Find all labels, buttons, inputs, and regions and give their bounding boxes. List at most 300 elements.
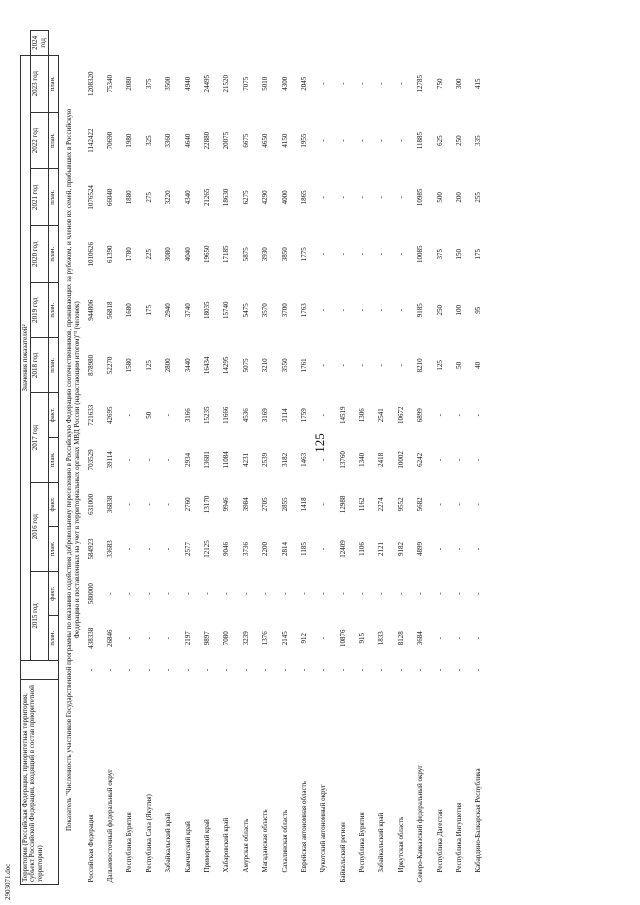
value-cell: 19650 bbox=[202, 245, 211, 263]
value-cell: - bbox=[261, 592, 270, 595]
value-cell: 4650 bbox=[261, 133, 270, 148]
value-cell: 2197 bbox=[183, 631, 192, 646]
table-row bbox=[146, 31, 165, 885]
value-cell: 3984 bbox=[241, 497, 250, 512]
value-cell: - bbox=[319, 592, 328, 595]
table-row bbox=[417, 31, 436, 885]
territory-name: Республика Бурятия bbox=[125, 812, 134, 873]
value-cell: - bbox=[106, 668, 115, 672]
value-cell: - bbox=[396, 309, 405, 312]
value-cell: - bbox=[261, 668, 270, 672]
value-cell: 631000 bbox=[86, 493, 95, 515]
value-cell: 580000 bbox=[86, 583, 95, 605]
value-cell: - bbox=[144, 547, 153, 551]
value-cell: - bbox=[338, 253, 347, 256]
year-header: 2021 год bbox=[31, 169, 49, 226]
value-cell: 4040 bbox=[183, 247, 192, 262]
value-cell: 3114 bbox=[280, 408, 289, 423]
value-cell: 2705 bbox=[261, 497, 270, 512]
value-cell: 9046 bbox=[222, 542, 231, 557]
subcolumn-header: факт. bbox=[49, 482, 59, 527]
value-cell: 6899 bbox=[416, 408, 425, 423]
value-cell: - bbox=[164, 503, 173, 506]
value-cell: - bbox=[416, 668, 425, 672]
territory-name: Дальневосточный федеральный округ bbox=[106, 769, 115, 883]
value-cell: - bbox=[396, 196, 405, 199]
value-cell: 12785 bbox=[416, 74, 425, 93]
value-cell: - bbox=[319, 364, 328, 367]
value-cell: - bbox=[319, 309, 328, 312]
territory-name: Хабаровский край bbox=[222, 817, 231, 873]
value-cell: - bbox=[338, 592, 347, 595]
value-cell: 11666 bbox=[222, 406, 231, 424]
value-cell: - bbox=[125, 592, 134, 595]
value-cell: - bbox=[416, 592, 425, 595]
territory-name: Республика Дагестан bbox=[435, 809, 444, 873]
value-cell: 250 bbox=[455, 135, 464, 146]
table-row bbox=[262, 31, 281, 885]
value-cell: - bbox=[125, 414, 134, 417]
value-cell: 56818 bbox=[106, 301, 115, 319]
value-cell: 12988 bbox=[338, 495, 347, 514]
value-cell: 2045 bbox=[299, 76, 308, 91]
value-cell: 225 bbox=[144, 249, 153, 260]
value-cell: - bbox=[396, 253, 405, 256]
value-cell: 13760 bbox=[338, 451, 347, 469]
value-cell: 3169 bbox=[261, 408, 270, 423]
territory-name: Приморский край bbox=[202, 819, 211, 873]
value-cell: 2539 bbox=[261, 452, 270, 467]
value-cell: 1463 bbox=[299, 452, 308, 467]
table-row bbox=[204, 31, 223, 885]
value-cell: - bbox=[435, 458, 444, 461]
table-row bbox=[378, 31, 397, 885]
value-cell: 9552 bbox=[396, 497, 405, 512]
table-row bbox=[359, 31, 378, 885]
value-cell: 1759 bbox=[299, 408, 308, 423]
subcolumn-header: план. bbox=[49, 112, 59, 169]
value-cell: - bbox=[144, 668, 153, 672]
value-cell: 1880 bbox=[125, 190, 134, 205]
subcolumn-header: план. bbox=[49, 283, 59, 338]
value-cell: 4150 bbox=[280, 133, 289, 148]
value-cell: 2760 bbox=[183, 497, 192, 512]
value-cell: - bbox=[319, 547, 328, 551]
year-header: 2016 год bbox=[31, 482, 49, 571]
value-cell: 33683 bbox=[106, 540, 115, 558]
value-cell: 50 bbox=[144, 411, 153, 419]
table-row bbox=[475, 31, 494, 885]
value-cell: 13681 bbox=[202, 451, 211, 469]
value-cell: - bbox=[319, 503, 328, 506]
value-cell: 3684 bbox=[416, 631, 425, 646]
value-cell: - bbox=[319, 196, 328, 199]
value-cell: 1955 bbox=[299, 133, 308, 148]
value-cell: 1306 bbox=[358, 408, 367, 423]
value-cell: 14295 bbox=[222, 356, 231, 375]
value-cell: 21520 bbox=[222, 74, 231, 93]
value-cell: - bbox=[377, 364, 386, 367]
value-cell: - bbox=[280, 668, 289, 672]
value-cell: 275 bbox=[144, 192, 153, 203]
value-cell: 5475 bbox=[241, 303, 250, 318]
value-cell: 4300 bbox=[280, 76, 289, 91]
value-cell: 3220 bbox=[164, 190, 173, 205]
territory-name: Чукотский автономный округ bbox=[319, 784, 328, 873]
value-cell: 4640 bbox=[183, 133, 192, 148]
indicator-caption-row bbox=[58, 31, 87, 885]
rotated-table-sheet bbox=[20, 30, 620, 885]
value-cell: - bbox=[86, 668, 95, 672]
value-cell: 3440 bbox=[183, 358, 192, 373]
value-cell: - bbox=[358, 592, 367, 595]
territory-name: Магаданская область bbox=[261, 809, 270, 873]
value-cell: - bbox=[455, 637, 464, 640]
territory-name: Северо-Кавказский федеральный округ bbox=[416, 764, 425, 883]
value-cell: 300 bbox=[455, 78, 464, 89]
value-cell: - bbox=[474, 547, 483, 551]
value-cell: - bbox=[125, 547, 134, 551]
value-cell: - bbox=[183, 592, 192, 595]
value-cell: - bbox=[319, 139, 328, 142]
value-cell: 3166 bbox=[183, 408, 192, 423]
value-cell: - bbox=[455, 503, 464, 506]
value-cell: - bbox=[202, 668, 211, 672]
indicator-caption: Показатель "Численность участников Государственной программы по оказанию содействия добровольному переселению в Российскую Федерацию соотечественников, проживающих за рубежом, и членов их семей, прибывших в Российскую Федерацию и поставленных на учет в территориальных органах МВД России (нарастающим итогом)"³ (человек) bbox=[64, 108, 82, 832]
value-cell: 39114 bbox=[106, 451, 115, 469]
value-cell: 5010 bbox=[261, 76, 270, 91]
value-cell: 2080 bbox=[125, 76, 134, 91]
value-cell: 5875 bbox=[241, 247, 250, 262]
value-cell: - bbox=[358, 309, 367, 312]
value-cell: - bbox=[435, 503, 444, 506]
value-cell: 3080 bbox=[164, 247, 173, 262]
value-cell: 5075 bbox=[241, 358, 250, 373]
value-cell: - bbox=[164, 414, 173, 417]
year-header: 2022 год bbox=[31, 112, 49, 169]
value-cell: 36838 bbox=[106, 495, 115, 514]
table-row bbox=[437, 31, 456, 885]
value-cell: 14519 bbox=[338, 406, 347, 424]
value-cell: 3740 bbox=[183, 303, 192, 318]
value-cell: - bbox=[474, 637, 483, 640]
value-cell: 6675 bbox=[241, 133, 250, 148]
value-cell: - bbox=[338, 139, 347, 142]
value-cell: 2200 bbox=[261, 542, 270, 557]
value-cell: 325 bbox=[144, 135, 153, 146]
value-cell: - bbox=[435, 668, 444, 672]
value-cell: 335 bbox=[474, 135, 483, 146]
value-cell: 1580 bbox=[125, 358, 134, 373]
table-row bbox=[301, 31, 320, 885]
table-row bbox=[340, 31, 359, 885]
value-cell: 1680 bbox=[125, 303, 134, 318]
territory-name: Забайкальский край bbox=[164, 812, 173, 873]
value-cell: - bbox=[358, 196, 367, 199]
value-cell: - bbox=[202, 592, 211, 595]
value-cell: - bbox=[474, 414, 483, 417]
value-cell: - bbox=[164, 637, 173, 640]
value-cell: - bbox=[125, 458, 134, 461]
subcolumn-header: план. bbox=[49, 438, 59, 483]
value-cell: 2577 bbox=[183, 542, 192, 557]
footer-filename: 2903071.doc bbox=[4, 863, 12, 900]
year-header: 2019 год bbox=[31, 283, 49, 338]
value-cell: 12125 bbox=[202, 540, 211, 558]
value-cell: - bbox=[474, 458, 483, 461]
value-cell: - bbox=[377, 592, 386, 595]
value-cell: 1763 bbox=[299, 303, 308, 318]
territory-name: Иркутская область bbox=[396, 816, 405, 873]
values-header: Значения показателей² bbox=[21, 55, 31, 660]
value-cell: 912 bbox=[299, 632, 308, 644]
value-cell: 10672 bbox=[396, 406, 405, 424]
value-cell: 3500 bbox=[164, 76, 173, 91]
value-cell: 4000 bbox=[280, 190, 289, 205]
value-cell: 1376 bbox=[261, 631, 270, 646]
value-cell: - bbox=[455, 592, 464, 595]
table-row bbox=[126, 31, 145, 885]
value-cell: 18630 bbox=[222, 188, 231, 207]
value-cell: - bbox=[319, 82, 328, 85]
value-cell: - bbox=[144, 637, 153, 640]
table-row bbox=[398, 31, 417, 885]
value-cell: - bbox=[358, 139, 367, 142]
value-cell: 1142422 bbox=[86, 128, 95, 153]
value-cell: 2814 bbox=[280, 542, 289, 557]
territory-name: Республика Ингушетия bbox=[455, 802, 464, 873]
value-cell: - bbox=[435, 414, 444, 417]
territory-name: Российская Федерация bbox=[86, 814, 95, 883]
value-cell: 1775 bbox=[299, 247, 308, 262]
value-cell: - bbox=[164, 592, 173, 595]
value-cell: 915 bbox=[358, 632, 367, 644]
value-cell: - bbox=[358, 253, 367, 256]
value-cell: 22880 bbox=[202, 131, 211, 150]
territory-name: Республика Саха (Якутия) bbox=[144, 794, 153, 873]
value-cell: 8128 bbox=[396, 631, 405, 646]
value-cell: 1340 bbox=[358, 452, 367, 467]
value-cell: - bbox=[280, 592, 289, 595]
table-row bbox=[282, 31, 301, 885]
value-cell: 4231 bbox=[241, 452, 250, 467]
value-cell: 1833 bbox=[377, 631, 386, 646]
value-cell: 1418 bbox=[299, 497, 308, 512]
value-cell: 61390 bbox=[106, 245, 115, 263]
value-cell: 175 bbox=[144, 305, 153, 316]
value-cell: 3550 bbox=[280, 358, 289, 373]
value-cell: - bbox=[144, 503, 153, 506]
value-cell: - bbox=[338, 82, 347, 85]
value-cell: 1185 bbox=[299, 542, 308, 556]
value-cell: 26846 bbox=[106, 629, 115, 647]
value-cell: - bbox=[435, 592, 444, 595]
value-cell: - bbox=[241, 668, 250, 672]
value-cell: - bbox=[319, 414, 328, 417]
value-cell: 3700 bbox=[280, 303, 289, 318]
value-cell: - bbox=[358, 82, 367, 85]
territory-name: Камчатский край bbox=[183, 821, 192, 873]
territory-name: Забайкальский край bbox=[377, 812, 386, 873]
value-cell: - bbox=[299, 668, 308, 672]
value-cell: - bbox=[455, 458, 464, 461]
territory-name: Кабардино-Балкарская Республика bbox=[474, 768, 483, 873]
year-header: 2015 год bbox=[31, 571, 49, 660]
value-cell: 2800 bbox=[164, 358, 173, 373]
value-cell: 7080 bbox=[222, 631, 231, 646]
year-header: 2020 год bbox=[31, 226, 49, 283]
value-cell: - bbox=[455, 547, 464, 551]
value-cell: - bbox=[338, 196, 347, 199]
value-cell: 4340 bbox=[183, 190, 192, 205]
value-cell: 200 bbox=[455, 192, 464, 203]
value-cell: 1106 bbox=[358, 542, 367, 556]
value-cell: 721633 bbox=[86, 404, 95, 426]
value-cell: 10002 bbox=[396, 451, 405, 469]
value-cell: 18035 bbox=[202, 301, 211, 319]
value-cell: - bbox=[222, 592, 231, 595]
territory-column-header: Территория (Российская Федерация, приоритетная территория, субъект Российской Федерации, входящий в состав приоритетной территории) bbox=[21, 680, 59, 885]
value-cell: 500 bbox=[435, 192, 444, 203]
value-cell: - bbox=[358, 364, 367, 367]
value-cell: 438338 bbox=[86, 627, 95, 649]
value-cell: 125 bbox=[144, 360, 153, 371]
value-cell: 16434 bbox=[202, 356, 211, 375]
value-cell: - bbox=[435, 637, 444, 640]
value-cell: 4899 bbox=[416, 542, 425, 557]
value-cell: 1162 bbox=[358, 497, 367, 512]
value-cell: - bbox=[164, 458, 173, 461]
value-cell: - bbox=[377, 82, 386, 85]
value-cell: 255 bbox=[474, 192, 483, 203]
table-row bbox=[456, 31, 475, 885]
subcolumn-header: план. bbox=[49, 616, 59, 661]
value-cell: - bbox=[435, 547, 444, 551]
value-cell: 21265 bbox=[202, 188, 211, 207]
value-cell: - bbox=[396, 364, 405, 367]
territory-name: Байкальский регион bbox=[338, 822, 347, 883]
value-cell: - bbox=[396, 592, 405, 595]
value-cell: 3736 bbox=[241, 542, 250, 557]
table-row bbox=[185, 31, 204, 885]
value-cell: 42695 bbox=[106, 406, 115, 424]
table-row bbox=[88, 31, 107, 885]
value-cell: 2274 bbox=[377, 497, 386, 512]
value-cell: 4536 bbox=[241, 408, 250, 423]
value-cell: 625 bbox=[435, 135, 444, 146]
value-cell: 2855 bbox=[280, 497, 289, 512]
territory-name: Сахалинская область bbox=[280, 809, 289, 873]
value-cell: 1761 bbox=[299, 358, 308, 373]
territory-name: Республика Бурятия bbox=[358, 812, 367, 873]
value-cell: 375 bbox=[144, 78, 153, 89]
subcolumn-header: план. bbox=[49, 55, 59, 112]
value-cell: - bbox=[125, 637, 134, 640]
value-cell: 2145 bbox=[280, 631, 289, 646]
value-cell: 15235 bbox=[202, 406, 211, 424]
value-cell: - bbox=[377, 309, 386, 312]
value-cell: - bbox=[164, 547, 173, 551]
value-cell: - bbox=[474, 668, 483, 672]
value-cell: 66040 bbox=[106, 188, 115, 207]
territory-name: Амурская область bbox=[241, 818, 250, 873]
subcolumn-header: факт. bbox=[49, 393, 59, 438]
value-cell: - bbox=[358, 668, 367, 672]
value-cell: 250 bbox=[435, 305, 444, 316]
value-cell: 2121 bbox=[377, 542, 386, 557]
value-cell: - bbox=[455, 668, 464, 672]
value-cell: - bbox=[377, 196, 386, 199]
value-cell: 175 bbox=[474, 249, 483, 260]
value-cell: - bbox=[455, 414, 464, 417]
value-cell: 1208320 bbox=[86, 71, 95, 96]
value-cell: 24495 bbox=[202, 74, 211, 93]
value-cell: 150 bbox=[455, 249, 464, 260]
value-cell: 11885 bbox=[416, 131, 425, 150]
subcolumn-header: план. bbox=[49, 169, 59, 226]
value-cell: 52270 bbox=[106, 356, 115, 375]
value-cell: - bbox=[396, 668, 405, 672]
value-cell: - bbox=[338, 364, 347, 367]
table-row bbox=[107, 31, 126, 885]
value-cell: 375 bbox=[435, 249, 444, 260]
value-cell: 10085 bbox=[416, 245, 425, 263]
value-cell: 944806 bbox=[86, 299, 95, 321]
value-cell: 1865 bbox=[299, 190, 308, 205]
value-cell: 2940 bbox=[164, 303, 173, 318]
value-cell: - bbox=[222, 668, 231, 672]
year-header: 2017 год bbox=[31, 393, 49, 482]
value-cell: 1076524 bbox=[86, 185, 95, 210]
value-cell: 70690 bbox=[106, 131, 115, 150]
value-cell: - bbox=[183, 668, 192, 672]
value-cell: 3570 bbox=[261, 303, 270, 318]
value-cell: - bbox=[144, 458, 153, 461]
year-header: 2023 год bbox=[31, 55, 49, 112]
value-cell: - bbox=[125, 668, 134, 672]
value-cell: 17185 bbox=[222, 245, 231, 263]
value-cell: - bbox=[396, 82, 405, 85]
value-cell: 6275 bbox=[241, 190, 250, 205]
value-cell: - bbox=[319, 458, 328, 461]
value-cell: 9946 bbox=[222, 497, 231, 512]
value-cell: 40 bbox=[474, 361, 483, 369]
value-cell: 1010626 bbox=[86, 242, 95, 267]
value-cell: 2418 bbox=[377, 452, 386, 467]
value-cell: 125 bbox=[435, 360, 444, 371]
value-cell: - bbox=[319, 637, 328, 640]
table-row bbox=[165, 31, 184, 885]
value-cell: - bbox=[241, 592, 250, 595]
subcolumn-header: план. bbox=[49, 338, 59, 393]
value-cell: 7075 bbox=[241, 76, 250, 91]
value-cell: 750 bbox=[435, 78, 444, 89]
value-cell: 3360 bbox=[164, 133, 173, 148]
value-cell: 415 bbox=[474, 78, 483, 89]
value-cell: 3182 bbox=[280, 452, 289, 467]
value-cell: 20075 bbox=[222, 131, 231, 150]
value-cell: 9897 bbox=[202, 631, 211, 646]
value-cell: - bbox=[299, 592, 308, 595]
value-cell: 1780 bbox=[125, 247, 134, 262]
value-cell: 75340 bbox=[106, 74, 115, 93]
value-cell: 3239 bbox=[241, 631, 250, 646]
value-cell: 3930 bbox=[261, 247, 270, 262]
value-cell: - bbox=[377, 253, 386, 256]
table-row bbox=[320, 31, 339, 885]
year-header: 2024 год bbox=[31, 31, 49, 56]
value-cell: 3850 bbox=[280, 247, 289, 262]
